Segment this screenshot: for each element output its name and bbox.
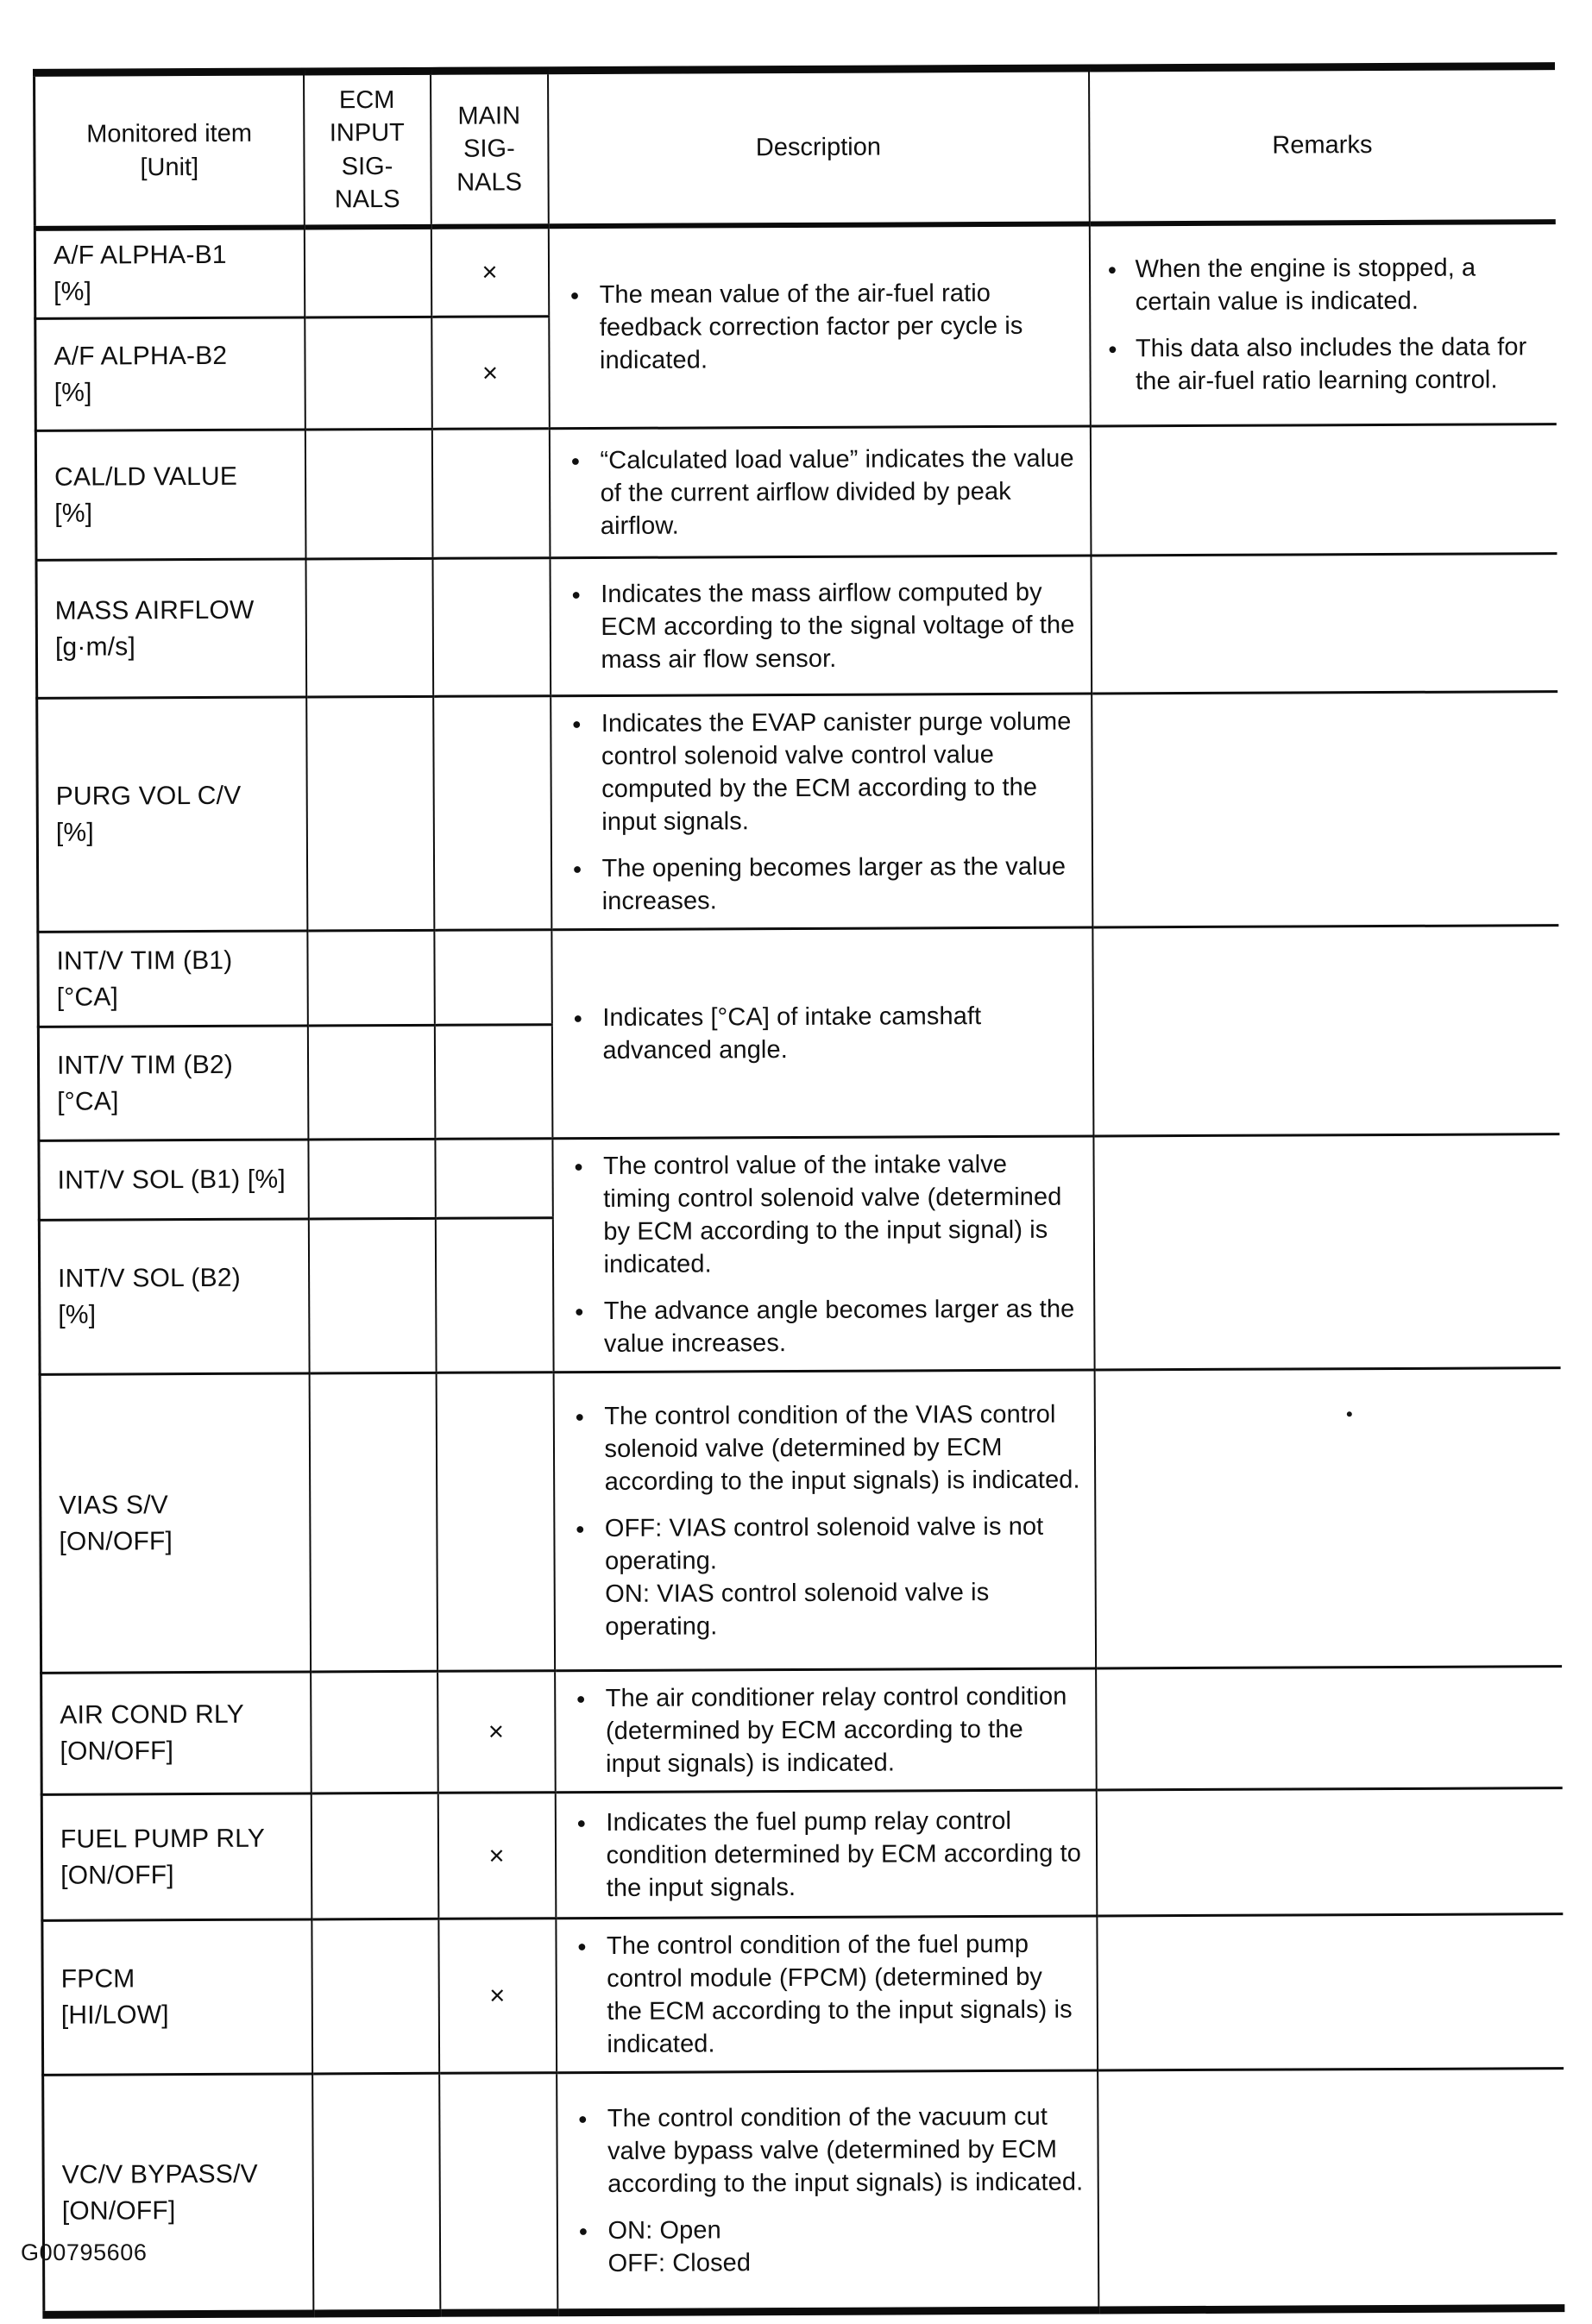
bullet-list (578, 2101, 1085, 2281)
bullet-item (571, 575, 1078, 676)
bullet-text: OFF: VIAS control solenoid valve is not operating. ON: VIAS control solenoid valve is operating. (604, 1512, 1044, 1641)
bullet-text: The control value of the intake valve timing control solenoid valve (determined by ECM according to the input signal) is indicated. (602, 1150, 1062, 1279)
bullet-item (576, 1804, 1083, 1905)
monitored-item-cell: INT/V TIM (B2) [°CA] (38, 1026, 308, 1140)
figure-code: G00795606 (21, 2239, 148, 2265)
bullet-text: Indicates [°CA] of intake camshaft advanced angle. (602, 1002, 982, 1065)
main-signals-cell (439, 2073, 557, 2314)
bullet-list (1114, 1727, 1553, 1729)
monitored-item-cell: PURG VOL C/V [%] (37, 697, 307, 932)
monitored-item-cell: VIAS S/V [ON/OFF] (40, 1373, 311, 1673)
table-row (43, 2069, 1564, 2315)
monitored-item-cell: FUEL PUMP RLY [ON/OFF] (41, 1793, 311, 1920)
ecm-input-cell (305, 317, 432, 430)
bullet-list (570, 442, 1077, 543)
main-signals-cell: × (431, 226, 548, 317)
table-row (40, 1368, 1561, 1674)
main-signals-cell (435, 1139, 552, 1219)
bullet-dot-icon: ● (576, 1938, 587, 1956)
bullet-dot-icon: ● (570, 451, 581, 469)
ecm-input-cell (305, 558, 433, 697)
bullet-text: The control condition of the fuel pump control module (FPCM) (determined by the ECM according to the input signals) is indicated. (606, 1930, 1073, 2059)
bullet-list (576, 1804, 1083, 1905)
table-row (38, 926, 1558, 1027)
main-signals-cell (436, 1372, 555, 1672)
col-header-description: Description (548, 68, 1090, 226)
table-row (37, 692, 1558, 933)
remarks-cell (1090, 424, 1557, 556)
description-cell (552, 1136, 1094, 1372)
bullet-text: “Calculated load value” indicates the value of the current airflow divided by peak airflow. (600, 444, 1074, 540)
speck-artifact (1346, 1411, 1351, 1416)
ecm-input-cell (306, 696, 434, 931)
col-header-remarks: Remarks (1089, 66, 1556, 224)
ecm-input-cell (307, 930, 434, 1026)
ecm-input-cell (311, 1671, 438, 1793)
bullet-text: When the engine is stopped, a certain value is indicated. (1135, 254, 1476, 317)
bullet-list (1113, 1517, 1552, 1519)
ecm-input-cell (304, 227, 431, 317)
bullet-text: This data also includes the data for the air-fuel ratio learning control. (1135, 333, 1527, 396)
ecm-input-cell (312, 2073, 440, 2314)
col-header-ecm-input-signals: ECM INPUT SIG- NALS (304, 71, 431, 227)
main-signals-cell (435, 1218, 553, 1373)
bullet-list (573, 999, 1079, 1067)
bullet-list (575, 1398, 1082, 1643)
ecm-input-cell (308, 1139, 435, 1219)
bullet-list (1107, 251, 1547, 398)
bullet-dot-icon: ● (1107, 340, 1117, 358)
header-row (35, 66, 1556, 229)
bullet-dot-icon: ● (576, 1813, 587, 1831)
col-header-main-signals: MAIN SIG- NALS (431, 71, 549, 227)
main-signals-cell: × (431, 317, 550, 430)
bullet-item (575, 1398, 1081, 1498)
bullet-text: The air conditioner relay control condition (determined by ECM according to the input signals) is indicated. (605, 1682, 1067, 1779)
bullet-dot-icon: ● (573, 1008, 583, 1027)
bullet-item (570, 277, 1077, 378)
bullet-list (577, 1928, 1085, 2062)
monitored-item-cell: AIR COND RLY [ON/OFF] (41, 1672, 311, 1794)
bullet-item (572, 851, 1079, 919)
bullet-list (571, 575, 1078, 676)
bullet-text: Indicates the mass airflow computed by ECM according to the signal voltage of the mass air flow sensor. (601, 578, 1075, 674)
remarks-cell (1094, 1368, 1562, 1668)
bullet-list (1109, 489, 1548, 491)
description-cell (556, 1916, 1098, 2073)
main-signals-cell: × (437, 1671, 556, 1793)
bullet-text: Indicates the fuel pump relay control condition determined by ECM according to the input signals. (606, 1806, 1082, 1902)
bullet-dot-icon: ● (574, 1303, 584, 1321)
description-cell (550, 556, 1092, 696)
bullet-item (576, 1510, 1083, 1643)
main-signals-cell (432, 558, 551, 697)
bullet-dot-icon: ● (575, 1519, 585, 1537)
main-signals-cell (434, 1025, 552, 1140)
bullet-item (573, 999, 1079, 1067)
bullet-item (1107, 251, 1546, 318)
ecm-input-cell (311, 1793, 438, 1919)
bullet-item (578, 2101, 1085, 2202)
main-signals-cell: × (438, 1919, 557, 2074)
bullet-list (1109, 623, 1548, 625)
remarks-cell (1089, 222, 1556, 426)
description-cell (555, 1668, 1097, 1793)
bullet-text: The control condition of the VIAS control solenoid valve (determined by ECM according to the input signals) is indicated. (604, 1400, 1080, 1496)
bullet-item (575, 1293, 1081, 1361)
monitored-item-cell: INT/V TIM (B1) [°CA] (38, 931, 307, 1027)
bullet-item (578, 2213, 1085, 2281)
remarks-cell (1093, 1134, 1560, 1370)
main-signals-cell: × (437, 1793, 556, 1919)
scanned-table-wrapper (33, 62, 1563, 2319)
bullet-text: The mean value of the air-fuel ratio feedback correction factor per cycle is indicated. (599, 280, 1023, 375)
bullet-list (570, 277, 1077, 378)
table-row (35, 424, 1557, 561)
bullet-dot-icon: ● (569, 286, 580, 305)
bullet-dot-icon: ● (1107, 261, 1117, 279)
monitored-item-cell: VC/V BYPASS/V [ON/OFF] (43, 2074, 313, 2315)
remarks-cell (1098, 2069, 1564, 2310)
bullet-list (1115, 1851, 1554, 1853)
description-cell (551, 694, 1092, 930)
bullet-list (572, 706, 1079, 919)
bullet-item (576, 1680, 1083, 1781)
bullet-item (577, 1928, 1085, 2062)
main-signals-cell (431, 429, 550, 559)
remarks-cell (1092, 692, 1558, 927)
ecm-input-cell (309, 1372, 437, 1672)
ecm-input-cell (308, 1218, 436, 1373)
monitored-items-table (33, 62, 1564, 2319)
table-row (42, 1914, 1564, 2076)
monitored-item-cell: CAL/LD VALUE [%] (35, 430, 305, 560)
main-signals-cell (434, 930, 551, 1026)
monitored-item-cell: A/F ALPHA-B2 [%] (35, 317, 305, 430)
bullet-text: The opening becomes larger as the value increases. (601, 852, 1067, 916)
bullet-list (576, 1680, 1083, 1781)
bullet-dot-icon: ● (578, 2222, 588, 2240)
bullet-dot-icon: ● (574, 1158, 583, 1176)
bullet-dot-icon: ● (577, 2110, 588, 2128)
bullet-dot-icon: ● (575, 1407, 585, 1425)
description-cell (557, 2070, 1098, 2313)
bullet-text: The control condition of the vacuum cut valve bypass valve (determined by ECM according to the input signals) is indicated. (607, 2102, 1084, 2199)
bullet-item (570, 442, 1077, 543)
table-row (36, 554, 1557, 699)
ecm-input-cell (311, 1919, 439, 2074)
bullet-list (574, 1148, 1081, 1361)
remarks-cell (1091, 554, 1557, 694)
table-row (41, 1667, 1563, 1795)
monitored-item-cell: MASS AIRFLOW [g·m/s] (36, 559, 306, 698)
remarks-cell (1092, 926, 1559, 1136)
bullet-item (574, 1148, 1081, 1282)
remarks-cell (1096, 1788, 1563, 1916)
remarks-cell (1097, 1914, 1564, 2070)
bullet-list (1115, 1991, 1554, 1993)
bullet-text: Indicates the EVAP canister purge volume control solenoid valve control value computed by the ECM according to the input signals. (601, 707, 1072, 837)
description-cell (551, 927, 1093, 1139)
ecm-input-cell (307, 1025, 435, 1140)
monitored-item-cell: FPCM [HI/LOW] (42, 1919, 312, 2075)
bullet-item (1108, 330, 1547, 398)
table-row (35, 222, 1555, 318)
bullet-dot-icon: ● (571, 715, 582, 733)
bullet-list (1116, 2187, 1555, 2189)
ecm-input-cell (305, 429, 432, 559)
description-cell (549, 426, 1091, 558)
main-signals-cell (433, 696, 551, 931)
bullet-text: ON: Open OFF: Closed (607, 2216, 752, 2278)
description-cell (548, 224, 1090, 429)
bullet-text: The advance angle becomes larger as the value increases. (603, 1295, 1075, 1359)
description-cell (555, 1790, 1097, 1919)
table-row (41, 1788, 1563, 1921)
bullet-list (1110, 808, 1549, 810)
bullet-item (572, 706, 1079, 839)
remarks-cell (1096, 1667, 1563, 1790)
bullet-dot-icon: ● (571, 585, 582, 603)
table-row (39, 1134, 1559, 1221)
bullet-dot-icon: ● (572, 860, 582, 878)
monitored-item-cell: INT/V SOL (B2) [%] (39, 1219, 309, 1374)
monitored-item-cell: INT/V SOL (B1) [%] (39, 1140, 308, 1220)
monitored-item-cell: A/F ALPHA-B1 [%] (35, 228, 304, 319)
bullet-list (1112, 1251, 1551, 1253)
description-cell (553, 1370, 1096, 1671)
bullet-list (1111, 1030, 1550, 1032)
col-header-monitored-item: Monitored item [Unit] (35, 72, 305, 229)
bullet-dot-icon: ● (576, 1690, 586, 1708)
